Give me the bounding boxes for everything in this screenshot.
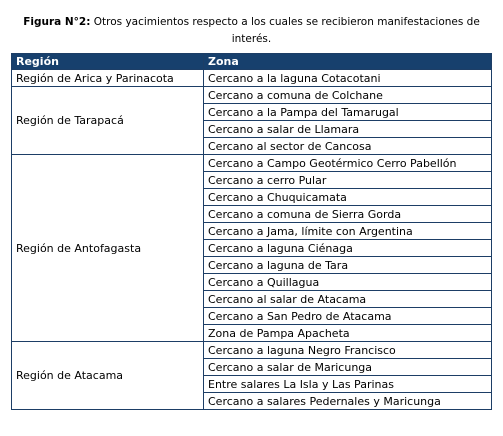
zone-cell: Cercano a Jama, límite con Argentina [204,223,492,240]
zone-cell: Cercano a Campo Geotérmico Cerro Pabellón [204,155,492,172]
table-row [12,87,492,104]
table-row [12,70,492,87]
header-region: Región [12,54,204,70]
table-body [12,70,492,410]
zone-cell: Cercano a comuna de Sierra Gorda [204,206,492,223]
deposits-table [11,53,492,410]
zone-cell: Cercano a Chuquicamata [204,189,492,206]
header-row [12,54,492,70]
figure-caption [6,14,497,48]
zone-cell: Cercano a salar de Maricunga [204,359,492,376]
zone-cell: Entre salares La Isla y Las Parinas [204,376,492,393]
zone-cell: Cercano a comuna de Colchane [204,87,492,104]
zone-cell: Cercano a San Pedro de Atacama [204,308,492,325]
zone-cell: Cercano a salares Pedernales y Maricunga [204,393,492,410]
table-row [12,342,492,359]
zone-cell: Cercano a cerro Pular [204,172,492,189]
region-cell: Región de Atacama [12,342,204,410]
caption-text: Otros yacimientos respecto a los cuales se recibieron manifestaciones de interés. [90,16,480,45]
zone-cell: Cercano a la Pampa del Tamarugal [204,104,492,121]
region-cell: Región de Tarapacá [12,87,204,155]
zone-cell: Cercano a la laguna Cotacotani [204,70,492,87]
zone-cell: Cercano al salar de Atacama [204,291,492,308]
region-cell: Región de Arica y Parinacota [12,70,204,87]
zone-cell: Cercano al sector de Cancosa [204,138,492,155]
header-zone: Zona [204,54,492,70]
zone-cell: Zona de Pampa Apacheta [204,325,492,342]
table-row [12,155,492,172]
region-cell: Región de Antofagasta [12,155,204,342]
zone-cell: Cercano a laguna Negro Francisco [204,342,492,359]
zone-cell: Cercano a laguna de Tara [204,257,492,274]
zone-cell: Cercano a salar de Llamara [204,121,492,138]
caption-label: Figura N°2: [23,16,91,28]
zone-cell: Cercano a laguna Ciénaga [204,240,492,257]
zone-cell: Cercano a Quillagua [204,274,492,291]
